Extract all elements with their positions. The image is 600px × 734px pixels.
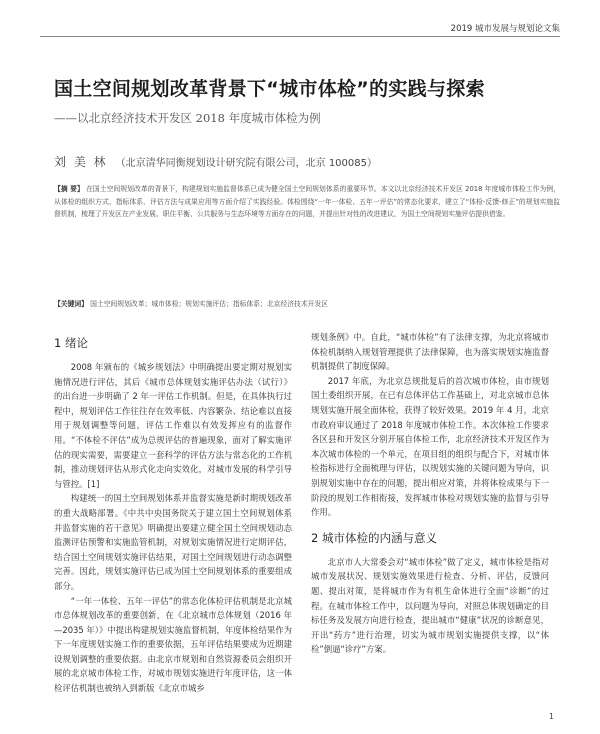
intro-paragraph-4: 2017 年底，为北京总规批复后的首次城市体检，由市规划国土委组织开展，在已有总体评估工作基础上，对北京城市总体规划实施开展全面体检，获得了较好效果。2019 年 4 月，北京市政府审议通过了 2018 年度城市体检工作。本次体检工作要求各区县和开发区分别开展自体检工作，北京经济技术开发区作为本次城市体检的一个单元，在项目组的组织与配合下，对城市体检指标进行全面梳理与评估，以规划实施的关键问题为导向，识别规划实施中存在的问题，提出相应对策，并将体检成果与下一阶段的规划工作相衔接，发挥城市体检对规划实施的监督与引导作用。 [311, 375, 549, 518]
header-rule [40, 36, 560, 37]
running-header: 2019 城市发展与规划论文集 [450, 24, 560, 34]
right-column [311, 330, 549, 700]
keywords-text: 国土空间规划改革；城市体检；规划实施评估；指标体系；北京经济技术开发区 [90, 300, 329, 308]
keywords-label: 【关键词】 [54, 300, 88, 308]
author-line [54, 153, 560, 170]
abstract-text: 在国土空间规划改革的背景下，构建规划实施监督体系已成为健全国土空间规划体系的重要环节。本文以北京经济技术开发区 2018 年度城市体检工作为例，从体检的组织方式、指标体系、评估方法与成果应用等方面介绍了实践经验。体检围绕“一年一体检、五年一评估”的常态化要求，建立了“体检-反馈-修正”的规划实施监督机制，梳理了开发区在产业发展、职住平衡、公共服务与生态环境等方面存在的问题，并提出针对性的改进建议，为国土空间规划实施评估提供借鉴。 [54, 185, 560, 219]
section-heading-definition: 2 城市体检的内涵与意义 [311, 530, 437, 545]
page-number: 1 [548, 712, 554, 721]
paper-title: 国土空间规划改革背景下“城市体检”的实践与探索 [54, 78, 485, 100]
keywords [54, 298, 560, 310]
abstract [54, 183, 560, 221]
abstract-label: 【摘 要】 [54, 185, 84, 193]
definition-paragraph-1: 北京市人大常委会对“城市体检”做了定义，城市体检是指对城市发展状况、规划实施效果进行检查、分析、评估，反馈问题、提出对策，是将城市作为有机生命体进行全面“诊断”的过程。在城市体检工作中，以问题为导向，对照总体规划确定的目标任务及发展方向进行检查，提出城市“健康”状况的诊断意见，开出“药方”进行治理，切实为城市规划实施提供支撑，以“体检”倒逼“诊疗”方案。 [311, 556, 549, 655]
intro-paragraph-2: 构建统一的国土空间规划体系并监督实施是新时期规划改革的重大战略部署。《中共中央国务院关于建立国土空间规划体系并监督实施的若干意见》明确提出要建立健全国土空间规划动态监测评估预警和实施监管机制，对规划实施情况进行定期评估，结合国土空间规划实施评估结果，对国土空间规划进行动态调整完善。因此，规划实施评估已成为国土空间规划体系的重要组成部分。 [54, 493, 292, 591]
paper-subtitle: ——以北京经济技术开发区 2018 年度城市体检为例 [54, 111, 321, 125]
intro-paragraph-continued: 规划条例》中。自此，“城市体检”有了法律支撑，为北京将城市体检机制纳入规划管理提供了法律保障，也为落实规划实施监督机制提供了制度保障。 [311, 332, 549, 372]
intro-paragraph-1: 2008 年颁布的《城乡规划法》中明确提出要定期对规划实施情况进行评估，其后《城市总体规划实施评估办法（试行）》的出台进一步明确了 2 年一评估工作机制。但是，在具体执行过程中，规划评估工作往往存在效率低、内容繁杂、结论难以直接用于规划调整等问题，评估工作难以有效发挥应有的监督作用。“不体检不评估”成为总规评估的普遍现象，面对了解实施评估的现实需要，需要建立一套科学的评估方法与常态化的工作机制，推动规划评估从形式化走向实效化，对城市发展的科学引导与管控。[1] [54, 362, 292, 489]
author-affiliation: （北京清华同衡规划设计研究院有限公司，北京 100085） [115, 158, 377, 169]
author-name: 刘 美 林 [54, 155, 108, 169]
section-heading-intro: 1 绪论 [54, 336, 88, 350]
left-column [54, 330, 292, 700]
intro-paragraph-3: “一年一体检、五年一评估”的常态化体检评估机制是北京城市总体规划改革的重要创新，在《北京城市总体规划（2016 年—2035 年）》中提出构建规划实施监督机制，年度体检结果作为下一年度规划实施工作的重要依据，五年评估结果要成为近期建设规划调整的重要依据。由北京市规划和自然资源委员会组织开展的北京城市体检工作，对城市规划实施进行年度评估，这一体检评估机制也被纳入到新版《北京市城乡 [54, 595, 292, 694]
